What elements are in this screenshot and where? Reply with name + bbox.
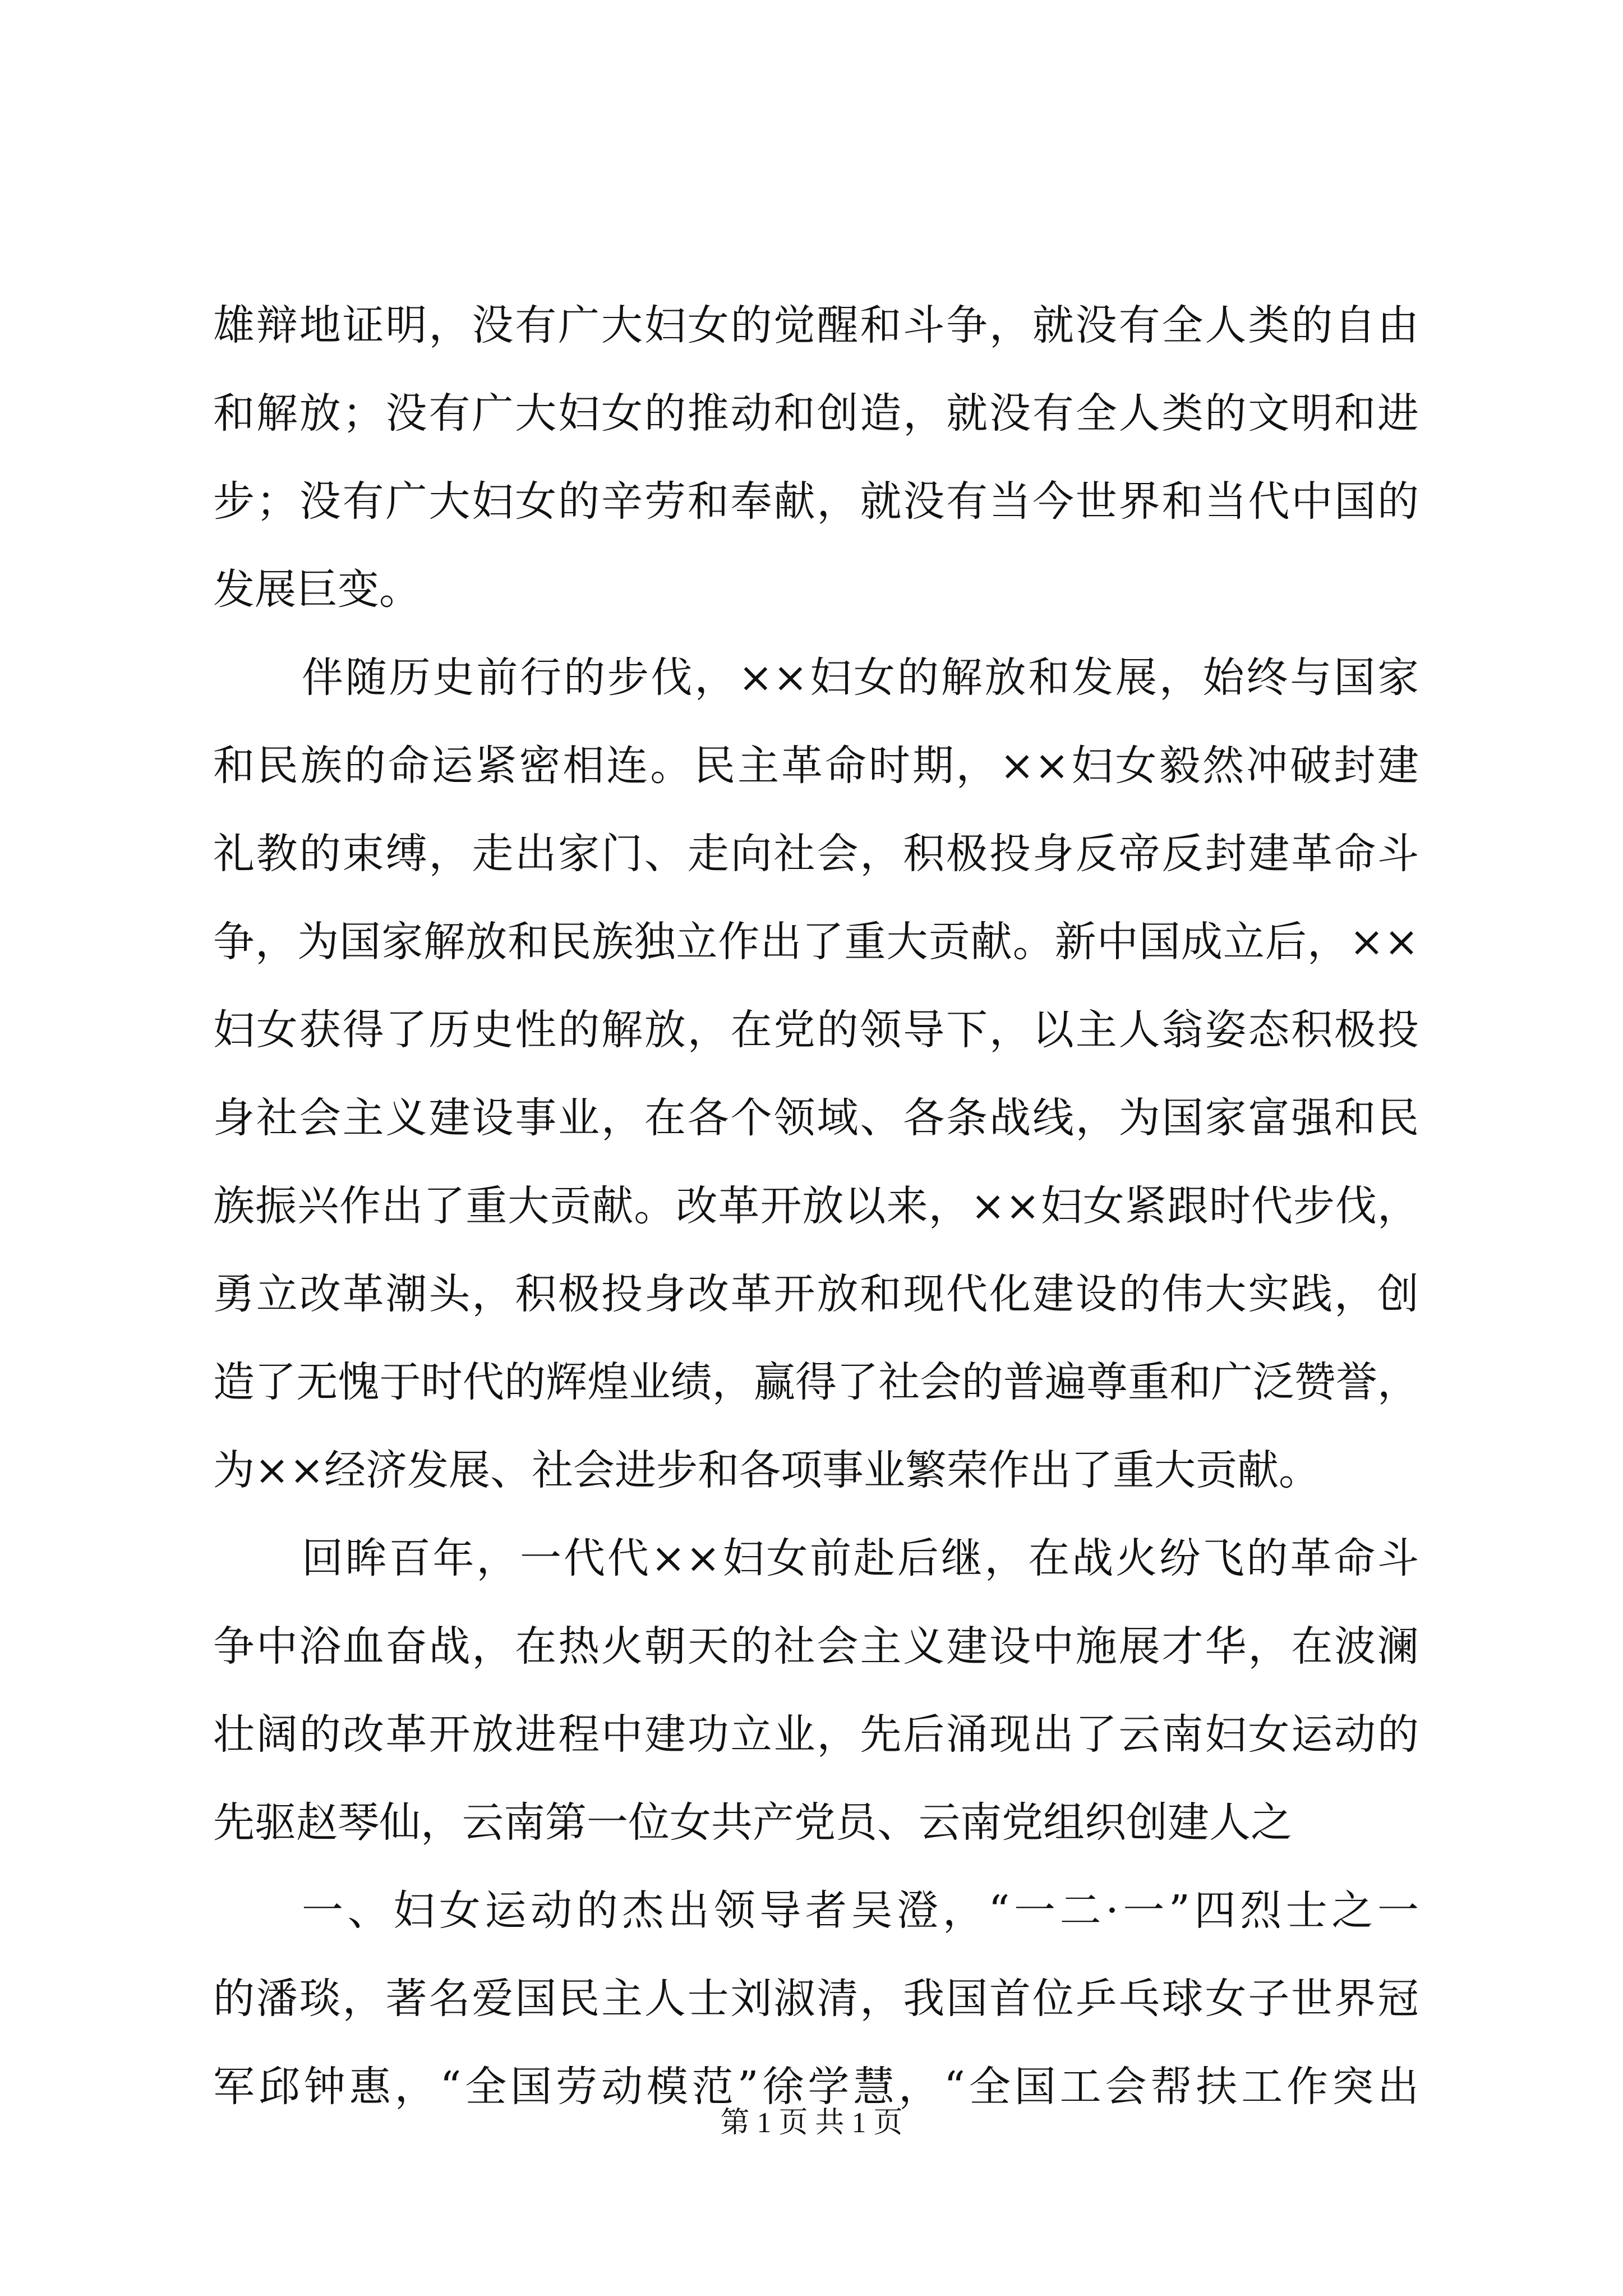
text-line: 为××经济发展、社会进步和各项事业繁荣作出了重大贡献。 [213,1446,1321,1494]
text-line: 雄辩地证明，没有广大妇女的觉醒和斗争，就没有全人类的自由 [213,301,1419,349]
text-line: 壮阔的改革开放进程中建功立业，先后涌现出了云南妇女运动的 [213,1710,1419,1759]
body-text [213,303,1419,2152]
text-line: 争中浴血奋战，在热火朝天的社会主义建设中施展才华，在波澜 [213,1622,1419,1671]
text-line: 族振兴作出了重大贡献。改革开放以来，××妇女紧跟时代步伐， [213,1182,1419,1230]
paragraph-first-line: 一、妇女运动的杰出领导者吴澄，“一二·一”四烈士之一 [302,1887,1419,1935]
text-line: 和民族的命运紧密相连。民主革命时期，××妇女毅然冲破封建 [213,742,1419,790]
page-footer: 第 1 页 共 1 页 [720,2107,903,2139]
paragraph-first-line: 伴随历史前行的步伐，××妇女的解放和发展，始终与国家 [302,654,1419,702]
text-line: 和解放；没有广大妇女的推动和创造，就没有全人类的文明和进 [213,389,1419,438]
text-line: 发展巨变。 [213,565,421,614]
text-line: 身社会主义建设事业，在各个领域、各条战线，为国家富强和民 [213,1094,1419,1142]
text-line: 妇女获得了历史性的解放，在党的领导下，以主人翁姿态积极投 [213,1006,1419,1054]
text-line: 争，为国家解放和民族独立作出了重大贡献。新中国成立后，×× [213,918,1419,966]
text-line: 的潘琰，著名爱国民主人士刘淑清，我国首位乒乓球女子世界冠 [213,1975,1419,2023]
text-line: 步；没有广大妇女的辛劳和奉献，就没有当今世界和当代中国的 [213,477,1419,526]
paragraph-first-line: 回眸百年，一代代××妇女前赴后继，在战火纷飞的革命斗 [302,1534,1419,1582]
text-line: 军邱钟惠，“全国劳动模范”徐学慧，“全国工会帮扶工作突出 [213,2063,1419,2111]
text-line: 礼教的束缚，走出家门、走向社会，积极投身反帝反封建革命斗 [213,830,1419,878]
text-line: 勇立改革潮头，积极投身改革开放和现代化建设的伟大实践，创 [213,1270,1419,1318]
text-line: 先驱赵琴仙，云南第一位女共产党员、云南党组织创建人之 [213,1798,1292,1847]
text-line: 造了无愧于时代的辉煌业绩，赢得了社会的普遍尊重和广泛赞誉， [213,1358,1419,1406]
